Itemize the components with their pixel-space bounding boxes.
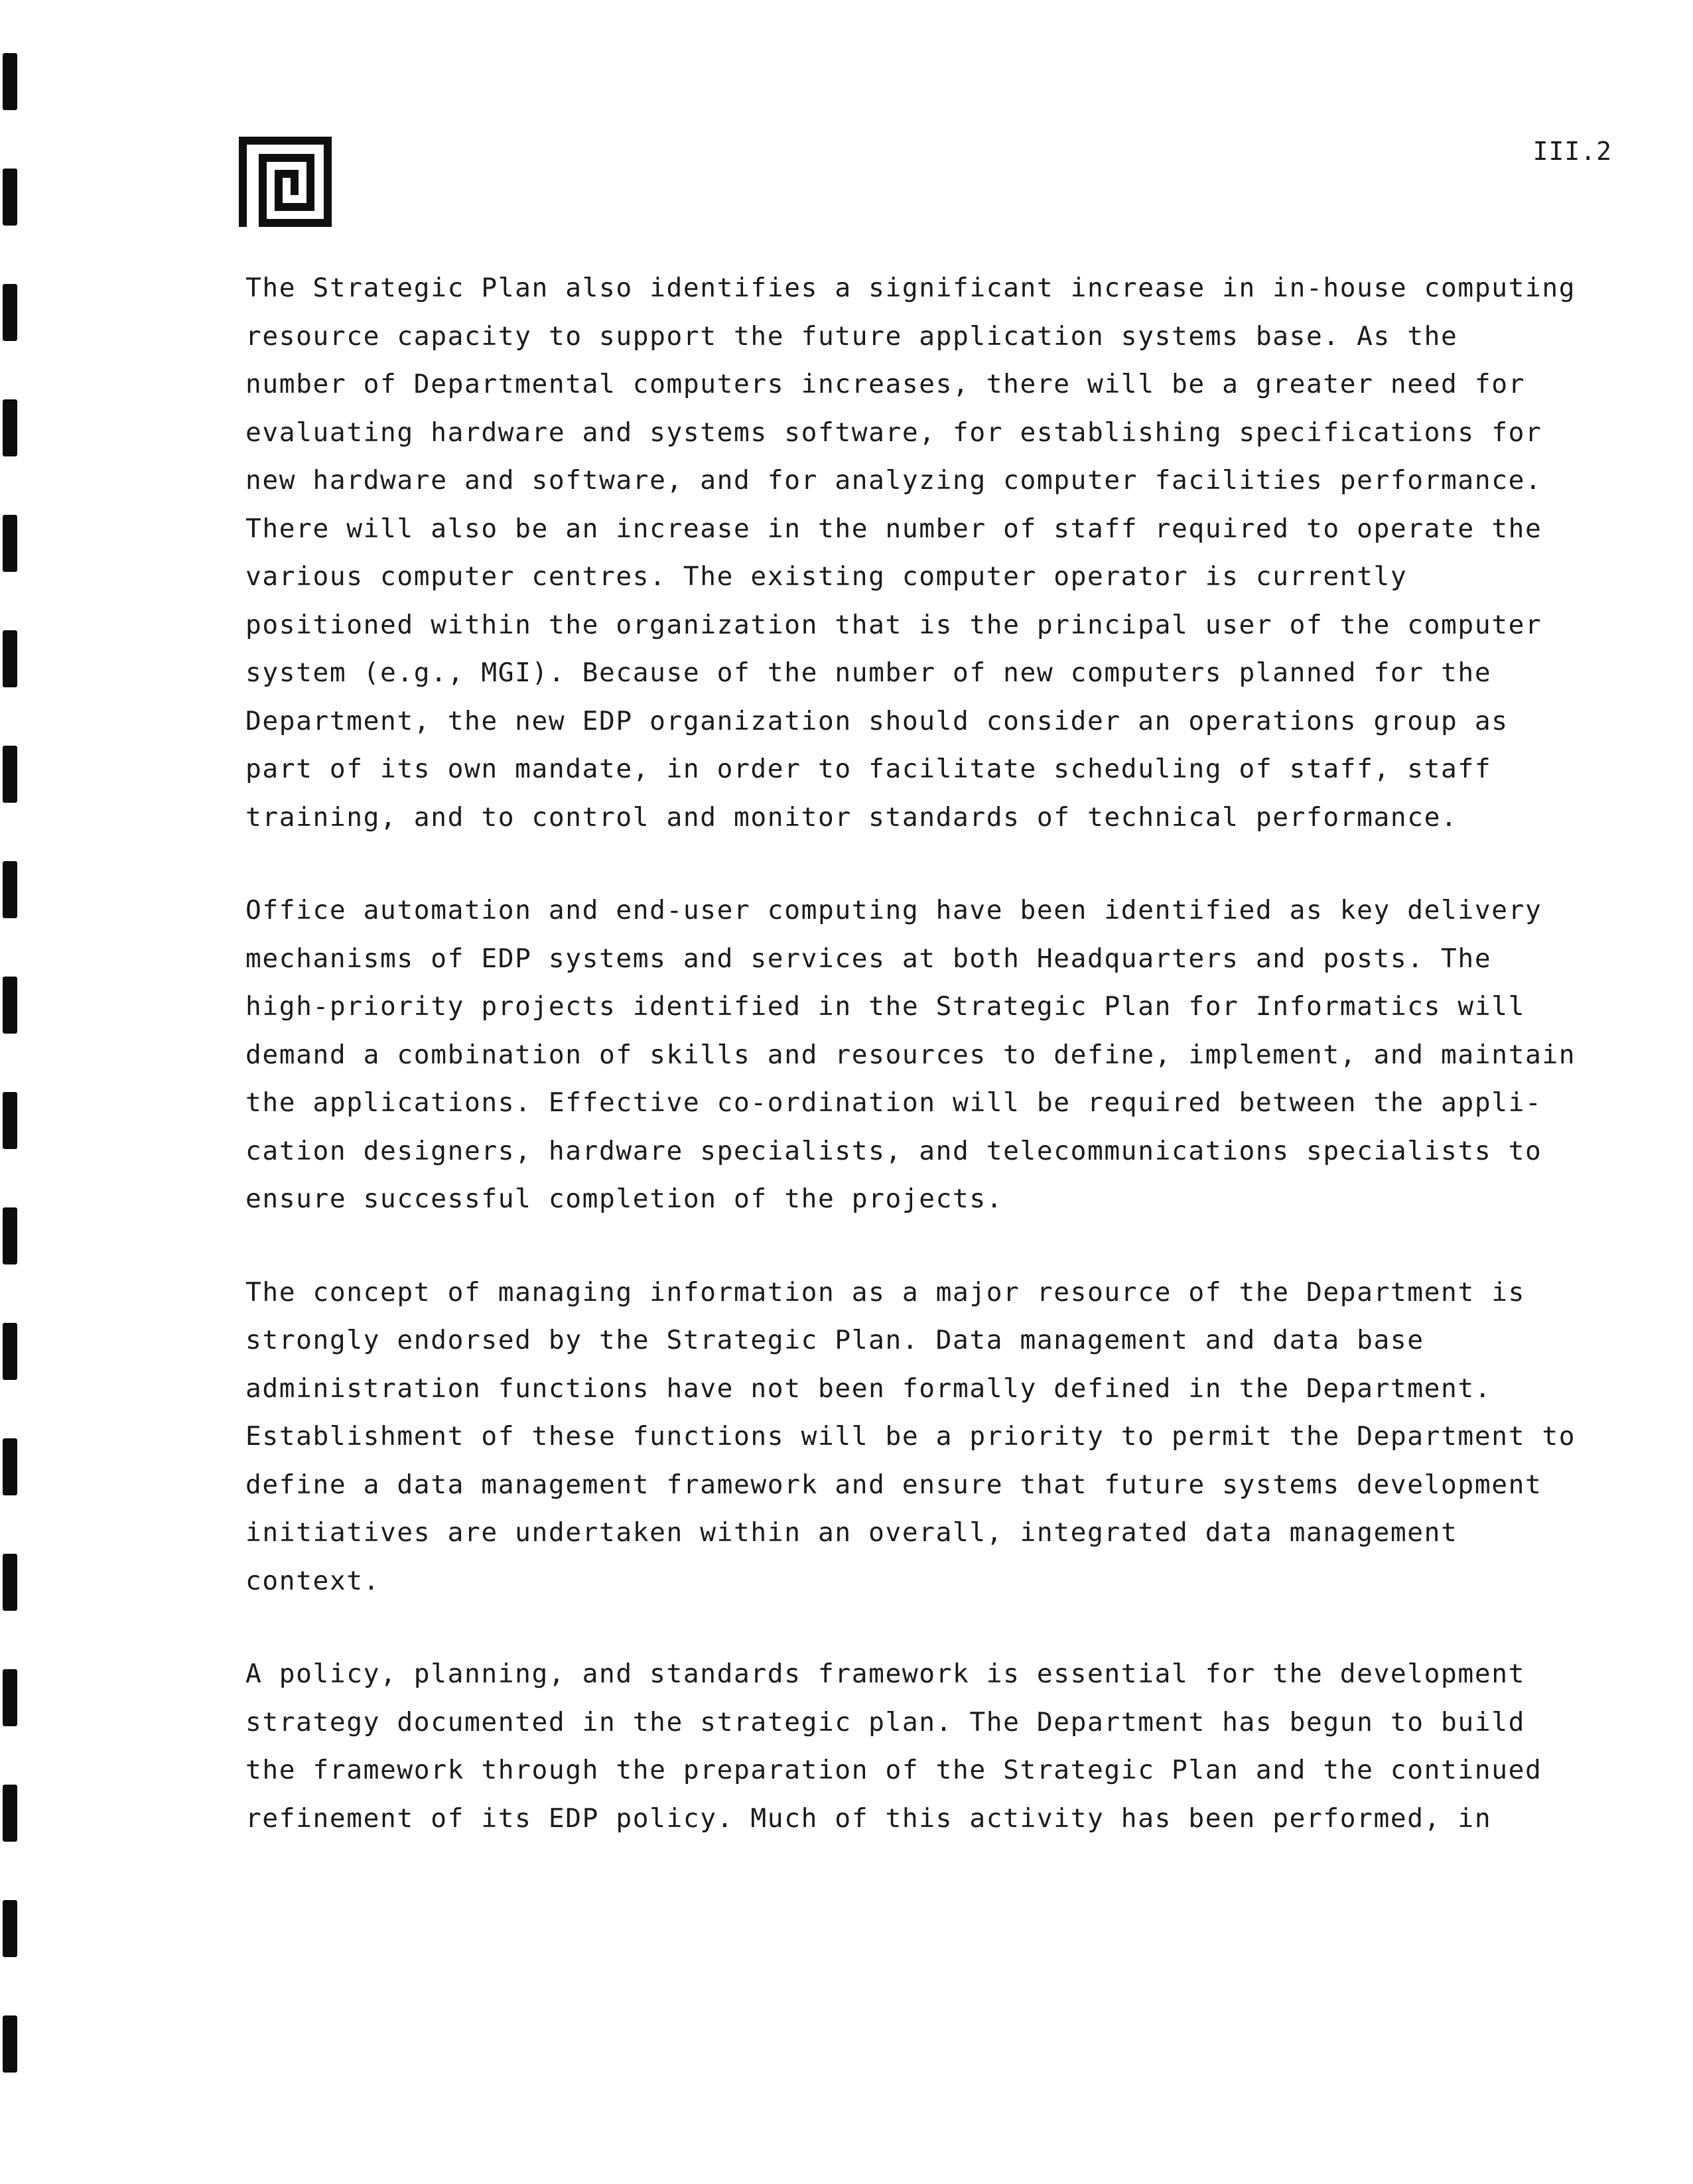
- binder-holes: [0, 0, 40, 2184]
- binder-hole-icon: [3, 515, 17, 572]
- paragraph-office-automation: Office automation and end-user computing have been identified as key delivery mechanisms of EDP systems and services at both Headquarters and posts. The high-priority projects identified in the Strategic Plan for Informatics will demand a combination of skills and resources to define, implement, and maintain the applications. Effective co-ordination will be required between the appli- cation designers, hardware specialists, and telecommunications specialists to ensure successful completion of the projects.: [245, 895, 1576, 1214]
- binder-hole-icon: [3, 1438, 17, 1495]
- binder-hole-icon: [3, 1785, 17, 1842]
- binder-hole-icon: [3, 1092, 17, 1149]
- binder-hole-icon: [3, 284, 17, 341]
- binder-hole-icon: [3, 630, 17, 687]
- binder-hole-icon: [3, 1900, 17, 1957]
- binder-hole-icon: [3, 169, 17, 226]
- body-text: [245, 264, 1625, 1842]
- binder-hole-icon: [3, 861, 17, 918]
- binder-hole-icon: [3, 977, 17, 1034]
- page-number: III.2: [1532, 137, 1612, 166]
- paragraph-policy-framework: A policy, planning, and standards framework is essential for the development strategy documented in the strategic plan. The Department has begun to build the framework through the preparation of the Strategic Plan and the continued refinement of its EDP policy. Much of this activity has been performed, in: [245, 1659, 1542, 1834]
- binder-hole-icon: [3, 1554, 17, 1611]
- binder-hole-icon: [3, 1669, 17, 1726]
- binder-hole-icon: [3, 1323, 17, 1380]
- binder-hole-icon: [3, 399, 17, 456]
- square-spiral-logo-icon: [239, 137, 332, 227]
- binder-hole-icon: [3, 53, 17, 110]
- paragraph-computing-capacity: The Strategic Plan also identifies a significant increase in in-house computing resource capacity to support the future application systems base. As the number of Departmental computers increases, there will be a greater need for evaluating hardware and systems software, for establishing specifications for new hardware and software, and for analyzing computer facilities performance. There will also be an increase in the number of staff required to operate the various computer centres. The existing computer operator is currently positioned within the organization that is the principal user of the computer system (e.g., MGI). Because of the number of new computers planned for the Department, the new EDP organization should consider an operations group as part of its own mandate, in order to facilitate scheduling of staff, staff training, and to control and monitor standards of technical performance.: [245, 273, 1576, 833]
- binder-hole-icon: [3, 1207, 17, 1264]
- binder-hole-icon: [3, 746, 17, 803]
- paragraph-information-management: The concept of managing information as a major resource of the Department is strongly endorsed by the Strategic Plan. Data management and data base administration functions have not been formally defined in the Department. Establishment of these functions will be a priority to permit the Department to define a data management framework and ensure that future systems development initiatives are undertaken within an overall, integrated data management context.: [245, 1276, 1576, 1596]
- binder-hole-icon: [3, 2015, 17, 2073]
